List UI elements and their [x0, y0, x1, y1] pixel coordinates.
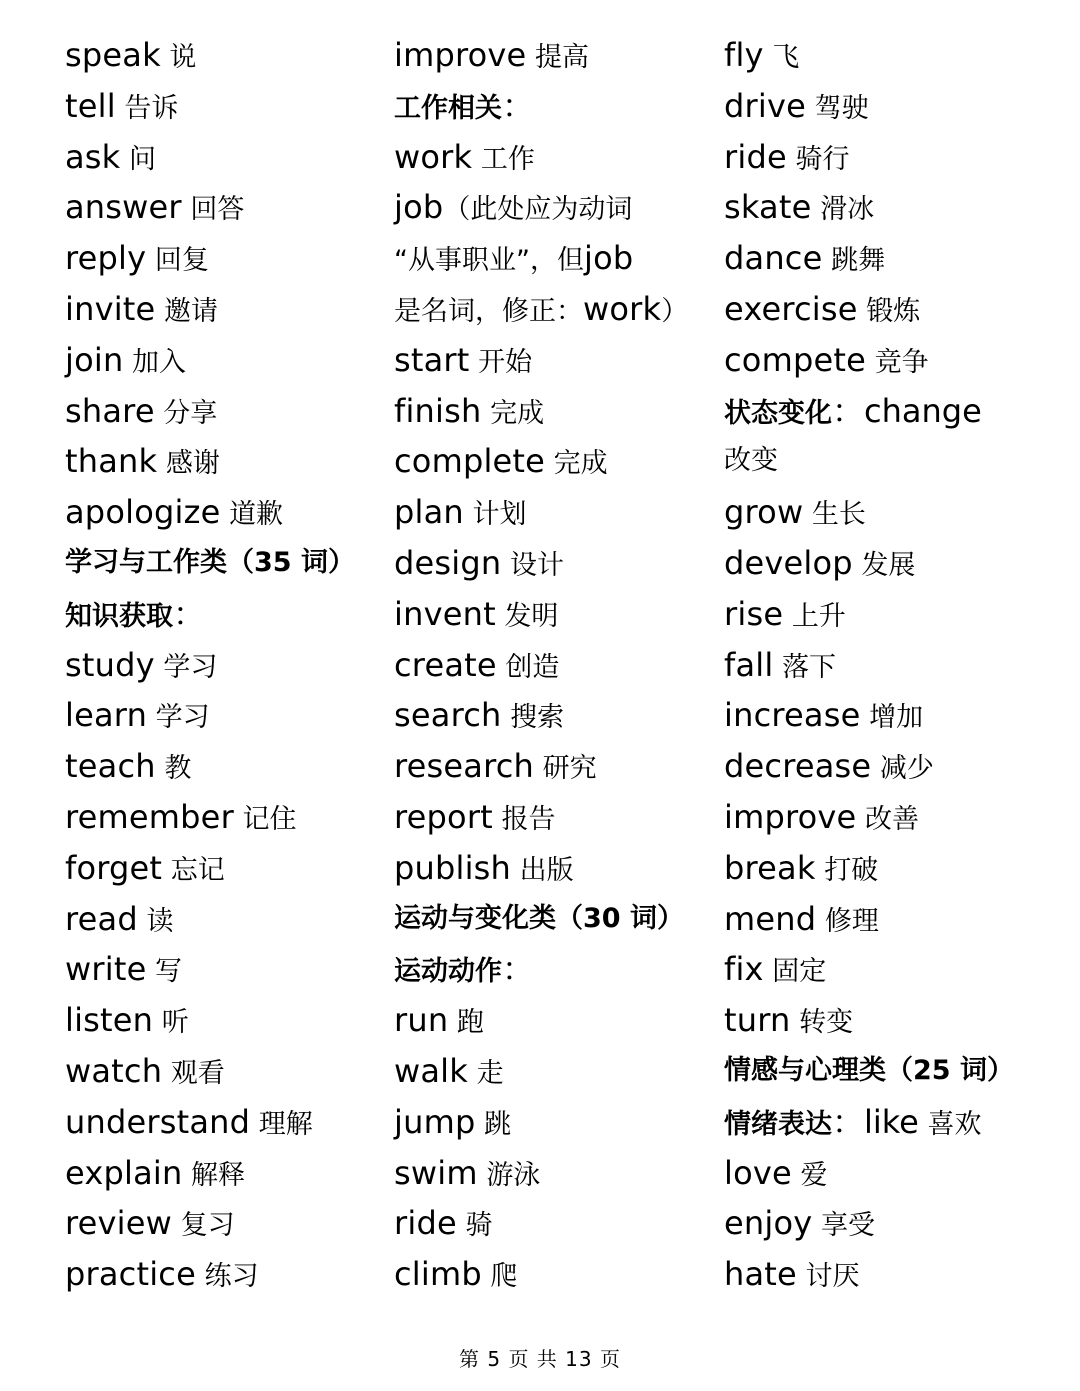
english-word: learn [65, 696, 148, 735]
english-word: research [394, 747, 535, 786]
chinese-meaning: 打破 [824, 854, 879, 886]
english-word: dance [724, 239, 823, 278]
chinese-meaning: 发展 [861, 549, 916, 581]
english-word: invite [65, 289, 156, 328]
english-word: plan [394, 493, 464, 532]
chinese-meaning: 完成 [553, 448, 608, 480]
vocab-entry [724, 284, 1054, 335]
vocab-entry [65, 1249, 380, 1300]
vocab-entry [394, 1198, 704, 1249]
english-word: job [583, 239, 634, 278]
chinese-meaning: 邀请 [164, 295, 219, 327]
english-word: exercise [724, 289, 858, 328]
english-word: turn [724, 1001, 791, 1040]
vocab-entry [724, 1198, 1054, 1249]
chinese-meaning: 改变 [724, 445, 778, 477]
chinese-meaning: 上升 [791, 600, 846, 632]
chinese-meaning: 理解 [258, 1108, 313, 1140]
chinese-meaning: 完成 [490, 397, 545, 429]
english-word: understand [65, 1102, 251, 1141]
chinese-meaning: 写 [155, 956, 183, 988]
english-word: thank [65, 442, 158, 481]
heading-suffix: ：like [832, 1102, 919, 1141]
subsection-heading [724, 386, 1054, 437]
chinese-meaning: 道歉 [229, 499, 284, 531]
vocab-entry [394, 386, 704, 437]
chinese-meaning: 解释 [191, 1159, 246, 1191]
english-word: apologize [65, 493, 221, 532]
vocab-entry [65, 436, 380, 487]
chinese-meaning: 跳 [484, 1108, 512, 1140]
vocab-entry [394, 1046, 704, 1097]
chinese-meaning: 感谢 [165, 448, 220, 480]
note-text: 是名词，修正： [394, 295, 583, 327]
section-heading [394, 894, 704, 945]
vocab-column-1 [65, 30, 380, 1300]
chinese-meaning: 游泳 [486, 1159, 541, 1191]
subsection-title: 状态变化 [724, 397, 832, 429]
note-text: （此处应为动词 [443, 194, 633, 226]
english-word: share [65, 391, 155, 430]
chinese-meaning: 锻炼 [866, 295, 921, 327]
english-word: jump [394, 1102, 476, 1141]
chinese-meaning: 开始 [478, 346, 533, 378]
english-word: review [65, 1204, 173, 1243]
chinese-meaning: 学习 [155, 702, 210, 734]
chinese-meaning: 观看 [170, 1057, 225, 1089]
chinese-meaning: 回复 [154, 245, 209, 277]
vocab-entry [724, 182, 1054, 233]
vocab-entry [724, 995, 1054, 1046]
english-word: reply [65, 239, 147, 278]
chinese-meaning: 竞争 [874, 346, 929, 378]
english-word: job [394, 188, 444, 227]
chinese-meaning: 复习 [180, 1210, 235, 1242]
vocab-entry [724, 640, 1054, 691]
vocab-entry [65, 335, 380, 386]
chinese-meaning: 爬 [490, 1261, 518, 1293]
english-word: forget [65, 848, 163, 887]
chinese-meaning: 滑冰 [820, 194, 875, 226]
chinese-meaning: 讨厌 [805, 1261, 860, 1293]
english-word: publish [394, 848, 512, 887]
english-word: swim [394, 1153, 478, 1192]
vocab-entry [65, 182, 380, 233]
vocab-entry [724, 944, 1054, 995]
english-word: love [724, 1153, 792, 1192]
english-word: decrease [724, 747, 872, 786]
chinese-meaning: 报告 [501, 803, 556, 835]
english-word: climb [394, 1255, 482, 1294]
english-word: ride [394, 1204, 457, 1243]
english-word: study [65, 645, 155, 684]
vocab-entry [394, 30, 704, 81]
english-word: create [394, 645, 497, 684]
vocab-entry [724, 81, 1054, 132]
chinese-meaning: 跳舞 [831, 245, 886, 277]
chinese-meaning: 听 [161, 1007, 189, 1039]
chinese-meaning: 搜索 [510, 702, 565, 734]
vocab-entry [394, 132, 704, 183]
vocab-entry [724, 487, 1054, 538]
vocab-entry [724, 843, 1054, 894]
page-footer: 第 5 页 共 13 页 [459, 1347, 621, 1371]
vocab-entry [724, 30, 1054, 81]
english-word: start [394, 340, 470, 379]
chinese-meaning: 加入 [132, 346, 187, 378]
english-word: complete [394, 442, 546, 481]
vocab-entry [65, 741, 380, 792]
english-word: work [583, 289, 662, 328]
vocab-entry [724, 690, 1054, 741]
chinese-meaning: 练习 [204, 1261, 259, 1293]
vocab-entry [65, 233, 380, 284]
vocab-entry [65, 690, 380, 741]
chinese-meaning: 减少 [879, 753, 934, 785]
chinese-meaning: 跑 [456, 1007, 484, 1039]
vocab-entry [724, 741, 1054, 792]
english-word: compete [724, 340, 866, 379]
chinese-meaning: 发明 [504, 600, 559, 632]
vocab-entry [724, 538, 1054, 589]
subsection-title: 工作相关 [394, 92, 502, 124]
chinese-meaning: 工作 [480, 143, 535, 175]
chinese-meaning: 告诉 [124, 92, 179, 124]
english-word: improve [724, 797, 857, 836]
vocab-entry [65, 792, 380, 843]
english-word: enjoy [724, 1204, 813, 1243]
chinese-meaning: 设计 [509, 549, 564, 581]
chinese-meaning: 爱 [800, 1159, 828, 1191]
subsection-title: 情绪表达 [724, 1108, 832, 1140]
vocab-entry [65, 1148, 380, 1199]
chinese-meaning: 读 [146, 905, 174, 937]
chinese-meaning: 教 [164, 753, 192, 785]
english-word: write [65, 950, 147, 989]
english-word: grow [724, 493, 804, 532]
english-word: hate [724, 1255, 797, 1294]
chinese-meaning: 享受 [820, 1210, 875, 1242]
chinese-meaning: 改善 [865, 803, 920, 835]
chinese-meaning: 驾驶 [814, 92, 869, 124]
section-title: 学习与工作类（35 词） [65, 546, 355, 578]
vocab-entry [65, 843, 380, 894]
vocab-entry [394, 1148, 704, 1199]
heading-suffix: ： [173, 594, 206, 633]
chinese-meaning: 转变 [799, 1007, 854, 1039]
subsection-heading [724, 1097, 1054, 1148]
note-line [394, 182, 704, 233]
vocab-entry [724, 894, 1054, 945]
vocab-column-3 [724, 30, 1054, 1300]
vocab-entry [724, 233, 1054, 284]
vocab-entry [394, 995, 704, 1046]
vocab-entry [65, 640, 380, 691]
chinese-meaning: 学习 [163, 651, 218, 683]
english-word: report [394, 797, 493, 836]
vocab-entry [394, 335, 704, 386]
english-word: mend [724, 899, 817, 938]
english-word: improve [394, 36, 527, 74]
vocab-entry [65, 1046, 380, 1097]
vocab-entry [724, 335, 1054, 386]
vocab-entry [65, 284, 380, 335]
english-word: answer [65, 188, 182, 227]
english-word: explain [65, 1153, 183, 1192]
english-word: teach [65, 747, 156, 786]
english-word: walk [394, 1051, 469, 1090]
vocab-entry [394, 690, 704, 741]
english-word: rise [724, 594, 784, 633]
english-word: fix [724, 950, 764, 989]
chinese-meaning: 骑行 [795, 143, 850, 175]
chinese-meaning: 说 [169, 42, 197, 73]
vocab-entry [65, 944, 380, 995]
vocab-entry [65, 995, 380, 1046]
vocab-entry [724, 436, 1054, 487]
section-title: 情感与心理类（25 词） [724, 1054, 1014, 1086]
vocab-entry [724, 589, 1054, 640]
vocab-entry [65, 386, 380, 437]
english-word: fall [724, 645, 774, 684]
chinese-meaning: 创造 [505, 651, 560, 683]
chinese-meaning: 修理 [824, 905, 879, 937]
english-word: fly [724, 36, 764, 74]
note-text: ） [661, 295, 689, 327]
vocab-entry [394, 538, 704, 589]
vocab-entry [394, 843, 704, 894]
english-word: ask [65, 137, 121, 176]
english-word: skate [724, 188, 812, 227]
chinese-meaning: 落下 [782, 651, 837, 683]
english-word: run [394, 1001, 449, 1040]
vocab-entry [724, 1148, 1054, 1199]
english-word: tell [65, 86, 116, 125]
heading-suffix: ： [502, 950, 535, 989]
vocab-entry [724, 132, 1054, 183]
subsection-title: 知识获取 [65, 600, 173, 632]
english-word: ride [724, 137, 787, 176]
chinese-meaning: 走 [476, 1057, 504, 1089]
english-word: drive [724, 86, 806, 125]
english-word: watch [65, 1051, 163, 1090]
english-word: search [394, 696, 502, 735]
vocab-entry [394, 640, 704, 691]
vocab-entry [394, 436, 704, 487]
chinese-meaning: 增加 [869, 702, 924, 734]
vocab-entry [394, 792, 704, 843]
subsection-heading [394, 944, 704, 995]
vocab-entry [394, 487, 704, 538]
english-word: design [394, 543, 502, 582]
english-word: develop [724, 543, 853, 582]
chinese-meaning: 喜欢 [927, 1108, 982, 1140]
section-title: 运动与变化类（30 词） [394, 902, 684, 934]
note-text: “从事职业”，但 [394, 245, 584, 277]
english-word: work [394, 137, 473, 176]
chinese-meaning: 分享 [163, 397, 218, 429]
chinese-meaning: 固定 [772, 956, 827, 988]
english-word: remember [65, 797, 234, 836]
chinese-meaning: 回答 [190, 194, 245, 226]
vocab-entry [65, 894, 380, 945]
vocab-column-2 [394, 30, 704, 1300]
chinese-meaning: 出版 [519, 854, 574, 886]
chinese-meaning: 研究 [542, 753, 597, 785]
section-heading [65, 538, 380, 589]
english-word: break [724, 848, 816, 887]
vocab-entry [394, 1249, 704, 1300]
chinese-meaning: 忘记 [170, 854, 225, 886]
note-line [394, 284, 704, 335]
chinese-meaning: 问 [129, 143, 157, 175]
note-line [394, 233, 704, 284]
chinese-meaning: 计划 [472, 499, 527, 531]
english-word: increase [724, 696, 861, 735]
english-word: join [65, 340, 124, 379]
vocab-entry [65, 132, 380, 183]
english-word: practice [65, 1255, 196, 1294]
section-heading [724, 1046, 1054, 1097]
vocab-entry [65, 81, 380, 132]
vocab-entry [65, 487, 380, 538]
heading-suffix: ： [502, 86, 535, 125]
english-word: listen [65, 1001, 154, 1040]
english-word: read [65, 899, 138, 938]
subsection-title: 运动动作 [394, 956, 502, 988]
vocab-entry [394, 741, 704, 792]
subsection-heading [65, 589, 380, 640]
vocab-entry [394, 589, 704, 640]
vocab-entry [65, 1097, 380, 1148]
chinese-meaning: 骑 [465, 1210, 493, 1242]
chinese-meaning: 飞 [772, 42, 800, 73]
subsection-heading [394, 81, 704, 132]
vocab-entry [724, 1249, 1054, 1300]
vocab-entry [394, 1097, 704, 1148]
english-word: finish [394, 391, 482, 430]
chinese-meaning: 生长 [811, 499, 866, 531]
english-word: invent [394, 594, 496, 633]
vocab-entry [724, 792, 1054, 843]
chinese-meaning: 记住 [242, 803, 297, 835]
chinese-meaning: 提高 [535, 42, 590, 73]
heading-suffix: ：change [832, 391, 982, 430]
english-word: speak [65, 36, 161, 74]
vocab-entry [65, 1198, 380, 1249]
vocab-entry [65, 30, 380, 81]
